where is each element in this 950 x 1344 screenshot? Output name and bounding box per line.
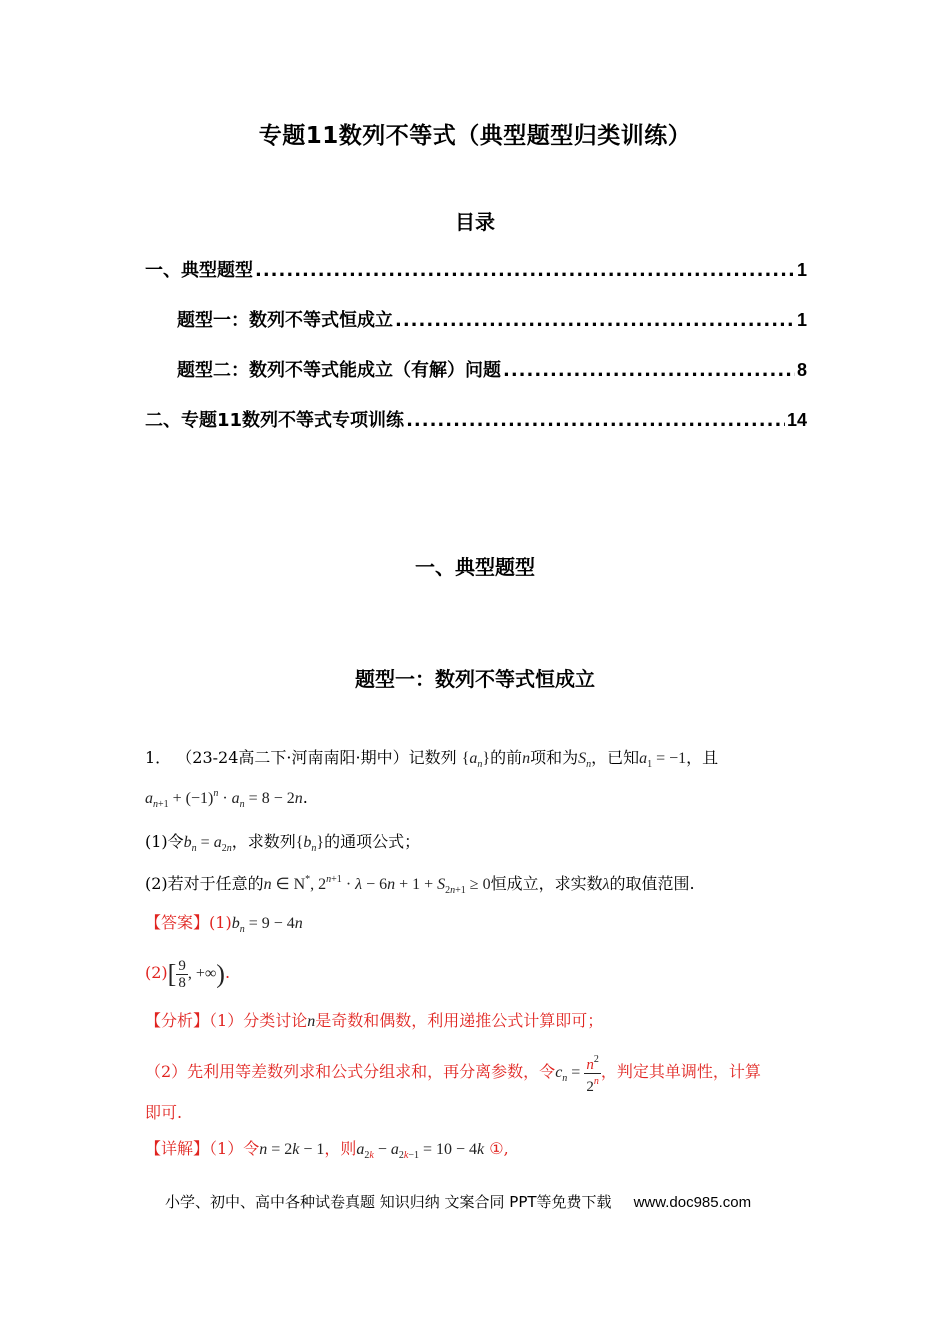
question-text: 的取值范围. — [609, 874, 695, 893]
math-diff: $a_{2k} - a_{2k-1} = 10 - 4k$ — [356, 1141, 485, 1161]
math-lambda: λ — [602, 876, 610, 893]
math-sequence-bn: $\{b_n\}$ — [295, 834, 325, 854]
problem-text: ，已知 — [591, 748, 640, 767]
analysis-line2 — [145, 1052, 761, 1095]
toc-entry-label: 二、专题11数列不等式专项训练 — [145, 410, 405, 431]
analysis-text: （1）分类讨论 — [209, 1011, 308, 1030]
analysis-text: 是奇数和偶数，利用递推公式计算即可； — [315, 1011, 604, 1030]
toc-entry-type2[interactable] — [177, 356, 807, 382]
toc-page-number: 14 — [786, 410, 807, 430]
problem-text: 的前 — [490, 748, 523, 767]
math-n-def: n = 2k − 1 — [259, 1141, 325, 1158]
math-n: n — [307, 1013, 316, 1030]
problem-statement-line2 — [145, 788, 308, 810]
toc-leader-dots — [503, 360, 795, 381]
answer-line1 — [145, 910, 303, 935]
math-inequality: n ∈ N*, $2^{n+1} \cdot \lambda - 6n + 1 + S_{2n+1} \ge 0$ — [263, 874, 491, 896]
detail-text: （1）令 — [209, 1139, 260, 1158]
section-heading-type1: 题型一：数列不等式恒成立 — [355, 667, 595, 691]
detail-line1 — [145, 1136, 509, 1161]
toc-page-number: 1 — [796, 310, 807, 330]
toc-entry-part1[interactable] — [145, 256, 807, 282]
problem-statement-line1 — [145, 745, 718, 770]
answer-line2 — [145, 958, 230, 991]
toc-leader-dots — [395, 310, 795, 331]
question-text: (1)令 — [145, 832, 184, 851]
problem-text: ，且 — [686, 748, 719, 767]
toc-entry-part2[interactable] — [145, 406, 807, 432]
math-sequence-an: $\{a_n\}$ — [461, 750, 491, 770]
question-text: 恒成立，求实数 — [490, 874, 603, 893]
toc-heading: 目录 — [455, 210, 495, 234]
problem-source: （23-24高二下·河南南阳·期中） — [176, 748, 409, 767]
analysis-text: （2）先利用等差数列求和公式分组求和，再分离参数，令 — [145, 1062, 556, 1082]
toc-entry-label: 题型一：数列不等式恒成立 — [177, 310, 393, 331]
analysis-text: 即可. — [145, 1103, 183, 1122]
toc-entry-label: 一、典型题型 — [145, 260, 253, 281]
math-n: n — [522, 750, 531, 767]
toc-leader-dots — [406, 410, 785, 431]
answer-label: 【答案】 — [145, 913, 210, 932]
section-heading-part1: 一、典型题型 — [415, 555, 535, 579]
question-text: (2)若对于任意的 — [145, 874, 264, 893]
detail-label: 【详解】 — [145, 1139, 210, 1158]
toc-entry-type1[interactable] — [177, 306, 807, 332]
math-bn-def: $b_n = a_{2n}$ — [183, 834, 232, 854]
math-bn-formula: $b_n = 9 - 4n$ — [231, 915, 303, 935]
answer-part-number: (1) — [209, 913, 232, 932]
math-recurrence: $a_{n+1} + (-1)^n \cdot a_n = 8 - 2n$ — [145, 788, 303, 810]
toc-leader-dots — [255, 260, 795, 281]
analysis-line3 — [145, 1100, 182, 1123]
footer-site-link[interactable]: www.doc985.com — [633, 1194, 752, 1211]
answer-part-number: (2) — [145, 963, 168, 983]
footer-text: 小学、初中、高中各种试卷真题 知识归纳 文案合同 PPT等免费下载 — [165, 1193, 612, 1211]
analysis-label: 【分析】 — [145, 1011, 210, 1030]
toc-entry-label: 题型二：数列不等式能成立（有解）问题 — [177, 360, 501, 381]
answer-text: . — [224, 963, 231, 983]
math-interval: [ $\frac{9}{8}$ , +∞) — [167, 958, 225, 991]
problem-text: . — [302, 788, 308, 807]
math-sn: $S_n$ — [578, 750, 592, 770]
problem-text: 记数列 — [408, 748, 457, 767]
document-title: 专题11数列不等式（典型题型归类训练） — [258, 123, 692, 149]
problem-text: 项和为 — [530, 748, 579, 767]
detail-text: ①, — [489, 1139, 509, 1158]
problem-question2 — [145, 871, 695, 896]
toc-page-number: 1 — [796, 260, 807, 280]
question-text: 的通项公式； — [324, 832, 421, 851]
problem-question1 — [145, 829, 420, 854]
math-a1: $a_1 = -1$ — [639, 750, 687, 770]
analysis-text: ，判定其单调性，计算 — [600, 1062, 761, 1082]
analysis-line1 — [145, 1008, 603, 1031]
math-cn-def: $c_n$ = $\frac{n^2}{2^n}$ — [555, 1054, 599, 1095]
detail-text: ，则 — [324, 1139, 357, 1158]
toc-page-number: 8 — [796, 360, 807, 380]
question-text: ，求数列 — [231, 832, 296, 851]
page-footer — [165, 1191, 751, 1212]
problem-number: 1． — [145, 748, 172, 767]
